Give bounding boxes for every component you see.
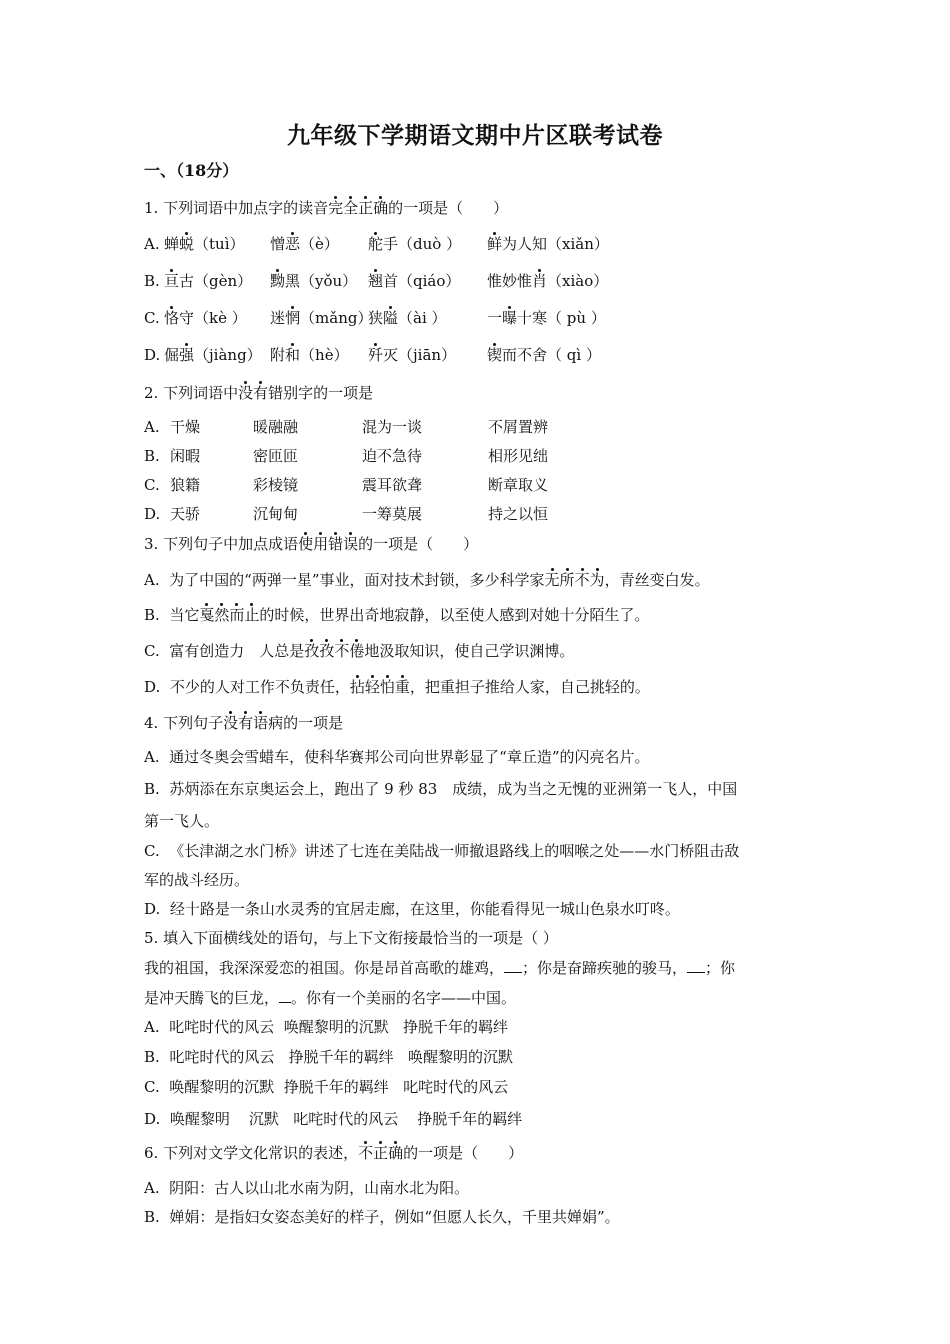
section-heading: 一、（18分） — [144, 161, 239, 180]
emphasis-char: 没 — [238, 384, 254, 402]
emphasis-char: 无 — [544, 571, 560, 589]
word-prefix: 附 — [270, 346, 286, 364]
q2-word: 狼籍 — [170, 476, 201, 494]
emphasis-char: 鲜 — [487, 235, 503, 253]
word-suffix: （xiào） — [547, 272, 609, 290]
option-letter: D. — [144, 346, 161, 364]
q6-emphasis — [358, 1144, 403, 1162]
option-emphasis — [199, 606, 259, 624]
question-2-stem — [144, 383, 373, 403]
emphasis-char: 肖 — [532, 272, 548, 290]
word-suffix: （tuì） — [194, 235, 245, 253]
emphasis-char: 歼 — [368, 346, 384, 364]
q1-word-item — [368, 308, 447, 328]
option-letter: C. — [144, 476, 160, 494]
emphasis-char: 而 — [229, 606, 245, 624]
emphasis-char: 不 — [358, 1144, 374, 1162]
option-letter: A. — [144, 571, 160, 589]
q3-emphasis — [298, 535, 358, 553]
emphasis-char: 翘 — [368, 272, 384, 290]
emphasis-char: 误 — [343, 535, 359, 553]
emphasis-char: 孜 — [319, 642, 335, 660]
q3-stem-text: 3. 下列句子中加点成语 — [144, 535, 299, 553]
option-text: 当它 — [169, 606, 200, 624]
q2-stem-text: 2. 下列词语中 — [144, 384, 239, 402]
option-text: 为了中国的“两弹一星”事业，面对技术封锁，多少科学家 — [169, 571, 545, 589]
q3-option-c — [144, 641, 574, 661]
option-letter: A. — [144, 748, 160, 766]
emphasis-char: 有 — [238, 714, 254, 732]
emphasis-char: 错 — [328, 535, 344, 553]
question-3-stem — [144, 534, 478, 554]
q1-word-item — [270, 308, 372, 328]
q3-option-b — [144, 605, 649, 625]
q2-word: 迫不急待 — [362, 447, 423, 465]
word-suffix: 首（qiáo） — [383, 272, 461, 290]
option-text-end: 的时候，世界出奇地寂静，以至使人感到对她十分陌生了。 — [259, 606, 650, 624]
q2-word: 闲暇 — [170, 447, 201, 465]
word-prefix: 憎 — [270, 235, 286, 253]
q1-word-item — [487, 234, 609, 254]
q1-option-row — [144, 271, 609, 291]
passage-text: 我的祖国，我深深爱恋的祖国。你是昂首高歌的雄鸡， — [144, 959, 505, 977]
word-suffix: 黑（yǒu） — [285, 272, 358, 290]
q2-word: 混为一谈 — [362, 418, 423, 436]
option-text: 婵娟：是指妇女姿态美好的样子，例如“但愿人长久，千里共婵娟”。 — [169, 1208, 620, 1226]
emphasis-char: 确 — [388, 1144, 404, 1162]
emphasis-char: 使 — [298, 535, 314, 553]
dotted-char — [164, 309, 179, 327]
option-text: 苏炳添在东京奥运会上，跑出了 9 秒 83 成绩，成为当之无愧的亚洲第一飞人，中国 — [169, 780, 738, 798]
q6-stem-text: 6. 下列对文学文化常识的表述， — [144, 1144, 359, 1162]
q2-word: 天骄 — [170, 505, 201, 523]
option-letter: D. — [144, 505, 161, 523]
q2-option-row — [144, 417, 549, 437]
word-prefix: 蝉 — [164, 235, 180, 253]
option-letter: A. — [144, 235, 160, 253]
q5-passage-line-1 — [144, 958, 735, 978]
q1-word-item — [270, 345, 349, 365]
q2-word: 震耳欲聋 — [362, 476, 423, 494]
passage-text: 。你有一个美丽的名字——中国。 — [291, 989, 517, 1007]
q2-option-row — [144, 504, 549, 524]
option-letter: D. — [144, 900, 161, 918]
emphasis-char: 和 — [285, 346, 301, 364]
word-prefix: 惟妙惟 — [487, 272, 533, 290]
option-letter: D. — [144, 678, 161, 696]
dotted-char — [285, 235, 300, 253]
word-suffix: 十寒（ pù ） — [517, 309, 606, 327]
q6-stem-text-end: 的一项是（ ） — [403, 1144, 524, 1162]
q1-word-item — [487, 271, 608, 291]
emphasis-char: 强 — [179, 346, 195, 364]
q1-word-item — [270, 271, 357, 291]
emphasis-char: 正 — [373, 1144, 389, 1162]
emphasis-char: 确 — [373, 199, 389, 217]
emphasis-char: 全 — [343, 199, 359, 217]
question-4-stem — [144, 713, 343, 733]
q1-option-row — [144, 308, 606, 328]
emphasis-char: 黝 — [270, 272, 286, 290]
word-suffix: 古（gèn） — [179, 272, 253, 290]
emphasis-char: 恪 — [164, 309, 180, 327]
emphasis-char: 蜕 — [179, 235, 195, 253]
dotted-char — [487, 346, 502, 364]
emphasis-char: 所 — [559, 571, 575, 589]
option-text-end: ，把重担子推给人家，自己挑轻的。 — [409, 678, 650, 696]
dotted-char — [368, 272, 383, 290]
q2-word: 干燥 — [170, 418, 201, 436]
option-emphasis — [545, 571, 605, 589]
question-5-stem: 5. 填入下面横线处的语句，与上下文衔接最恰当的一项是（ ） — [144, 929, 558, 947]
dotted-char — [285, 309, 300, 327]
q4-option-d — [144, 899, 680, 919]
q5-option — [144, 1047, 513, 1067]
q4-option-b — [144, 779, 737, 799]
emphasis-char: 亘 — [164, 272, 180, 290]
option-letter: A. — [144, 1179, 160, 1197]
option-letter: C. — [144, 842, 160, 860]
word-suffix: （ài ） — [398, 309, 447, 327]
word-suffix: 而不舍（ qì ） — [502, 346, 601, 364]
option-text-end: 地汲取知识，使自己学识渊博。 — [364, 642, 575, 660]
emphasis-char: 倦 — [349, 642, 365, 660]
q5-option — [144, 1017, 508, 1037]
q3-option-a — [144, 570, 710, 590]
option-text-end: ，青丝变白发。 — [604, 571, 710, 589]
emphasis-char: 没 — [223, 714, 239, 732]
emphasis-char: 孜 — [304, 642, 320, 660]
word-suffix: 灭（jiān） — [383, 346, 457, 364]
emphasis-char: 舵 — [368, 235, 384, 253]
passage-text: ；你是奋蹄疾驰的骏马， — [522, 959, 688, 977]
q1-option-row — [144, 234, 609, 254]
q1-word-item — [164, 234, 245, 254]
emphasis-char: 然 — [214, 606, 230, 624]
q4-stem-text-end: 病的一项是 — [268, 714, 344, 732]
option-text: 不少的人对工作不负责任， — [169, 678, 350, 696]
q1-word-item — [164, 308, 247, 328]
q1-stem-text-end: 的一项是（ ） — [388, 199, 509, 217]
option-letter: B. — [144, 447, 160, 465]
page-title: 九年级下学期语文期中片区联考试卷 — [287, 122, 663, 149]
option-letter: B. — [144, 1208, 160, 1226]
option-emphasis — [304, 642, 364, 660]
emphasis-char: 恶 — [285, 235, 301, 253]
emphasis-char: 语 — [253, 714, 269, 732]
emphasis-char: 为 — [589, 571, 605, 589]
q2-word: 不屑置辨 — [488, 418, 549, 436]
q2-word: 密匝匝 — [253, 447, 299, 465]
option-letter: A. — [144, 418, 160, 436]
word-suffix: 为人知（xiǎn） — [502, 235, 609, 253]
option-text: 富有创造力 人总是 — [169, 642, 305, 660]
option-emphasis — [350, 678, 410, 696]
blank-line — [279, 988, 291, 1003]
word-suffix: （è） — [300, 235, 339, 253]
dotted-char — [487, 235, 502, 253]
q2-word: 彩棱镜 — [253, 476, 299, 494]
dotted-char — [285, 346, 300, 364]
emphasis-char: 拈 — [349, 678, 365, 696]
word-prefix: 倔 — [164, 346, 180, 364]
q4-option-c — [144, 841, 739, 861]
emphasis-char: 不 — [574, 571, 590, 589]
q1-word-item — [368, 345, 456, 365]
option-letter: B. — [144, 1048, 160, 1066]
blank-line — [687, 958, 705, 973]
q3-option-d — [144, 677, 650, 697]
dotted-char — [270, 272, 285, 290]
option-text: 《长津湖之水门桥》讲述了七连在美陆战一师撤退路线上的咽喉之处——水门桥阻击敌 — [169, 842, 740, 860]
emphasis-char: 不 — [334, 642, 350, 660]
emphasis-char: 怕 — [379, 678, 395, 696]
option-text: 通过冬奥会雪蜡车，使科华赛邦公司向世界彰显了“章丘造”的闪亮名片。 — [169, 748, 650, 766]
question-6-stem — [144, 1143, 523, 1163]
q5-option — [144, 1077, 508, 1097]
q2-option-row — [144, 475, 549, 495]
dotted-char — [532, 272, 547, 290]
emphasis-char: 锲 — [487, 346, 503, 364]
option-letter: C. — [144, 642, 160, 660]
word-prefix: 迷 — [270, 309, 286, 327]
emphasis-char: 完 — [328, 199, 344, 217]
q3-stem-text-end: 的一项是（ ） — [358, 535, 479, 553]
option-text: 叱咤时代的风云 挣脱千年的羁绊 唤醒黎明的沉默 — [169, 1048, 513, 1066]
option-letter: C. — [144, 309, 160, 327]
q2-word: 沉甸甸 — [253, 505, 299, 523]
dotted-char — [179, 235, 194, 253]
q2-emphasis — [238, 384, 268, 402]
passage-text: 是冲天腾飞的巨龙， — [144, 989, 280, 1007]
emphasis-char: 轻 — [364, 678, 380, 696]
dotted-char — [368, 346, 383, 364]
q1-option-row — [144, 345, 601, 365]
emphasis-char: 重 — [394, 678, 410, 696]
question-1-stem — [144, 198, 508, 218]
option-letter: D. — [144, 1110, 161, 1128]
word-prefix: 一 — [487, 309, 503, 327]
q4-stem-text: 4. 下列句子 — [144, 714, 224, 732]
option-letter: B. — [144, 272, 160, 290]
emphasis-char: 戛 — [199, 606, 215, 624]
q1-word-item — [164, 271, 252, 291]
option-text: 唤醒黎明的沉默 挣脱千年的羁绊 叱咤时代的风云 — [169, 1078, 509, 1096]
q4-option-b-cont: 第一飞人。 — [144, 812, 220, 830]
q2-word: 断章取义 — [488, 476, 549, 494]
emphasis-char: 惘 — [285, 309, 301, 327]
word-suffix: （hè） — [300, 346, 349, 364]
dotted-char — [368, 235, 383, 253]
emphasis-char: 用 — [313, 535, 329, 553]
option-letter: B. — [144, 780, 160, 798]
word-prefix: 狭 — [368, 309, 384, 327]
q2-word: 持之以恒 — [488, 505, 549, 523]
q1-word-item — [368, 234, 461, 254]
q1-word-item — [368, 271, 460, 291]
option-text: 叱咤时代的风云 唤醒黎明的沉默 挣脱千年的羁绊 — [169, 1018, 508, 1036]
emphasis-char: 止 — [244, 606, 260, 624]
option-letter: B. — [144, 606, 160, 624]
q1-word-item — [487, 308, 606, 328]
word-suffix: （jiàng） — [194, 346, 262, 364]
q5-passage-line-2 — [144, 988, 516, 1008]
q4-emphasis — [223, 714, 268, 732]
q4-option-c-cont: 军的战斗经历。 — [144, 871, 250, 889]
q1-word-item — [487, 345, 601, 365]
q4-option-a — [144, 747, 650, 767]
word-suffix: （mǎng） — [300, 309, 373, 327]
dotted-char — [179, 346, 194, 364]
blank-line — [504, 958, 522, 973]
word-suffix: 守（kè ） — [179, 309, 247, 327]
dotted-char — [502, 309, 517, 327]
passage-text: ；你 — [705, 959, 736, 977]
q1-stem-text: 1. 下列词语中加点字的读音 — [144, 199, 329, 217]
word-suffix: 手（duò ） — [383, 235, 462, 253]
q2-word: 一筹莫展 — [362, 505, 423, 523]
option-letter: C. — [144, 1078, 160, 1096]
q6-option-a — [144, 1178, 469, 1198]
q1-word-item — [270, 234, 339, 254]
dotted-char — [383, 309, 398, 327]
emphasis-char: 隘 — [383, 309, 399, 327]
option-text: 唤醒黎明 沉默 叱咤时代的风云 挣脱千年的羁绊 — [169, 1110, 523, 1128]
emphasis-char: 正 — [358, 199, 374, 217]
q2-stem-text-end: 错别字的一项是 — [268, 384, 374, 402]
q1-emphasis — [328, 199, 388, 217]
emphasis-char: 有 — [253, 384, 269, 402]
option-text: 阴阳：古人以山北水南为阴，山南水北为阳。 — [169, 1179, 470, 1197]
q2-word: 暖融融 — [253, 418, 299, 436]
option-letter: A. — [144, 1018, 160, 1036]
q5-option — [144, 1109, 522, 1129]
dotted-char — [164, 272, 179, 290]
option-text: 经十路是一条山水灵秀的宜居走廊，在这里，你能看得见一城山色泉水叮咚。 — [169, 900, 680, 918]
emphasis-char: 曝 — [502, 309, 518, 327]
q6-option-b — [144, 1207, 620, 1227]
q1-word-item — [164, 345, 262, 365]
q2-word: 相形见绌 — [488, 447, 549, 465]
q2-option-row — [144, 446, 549, 466]
